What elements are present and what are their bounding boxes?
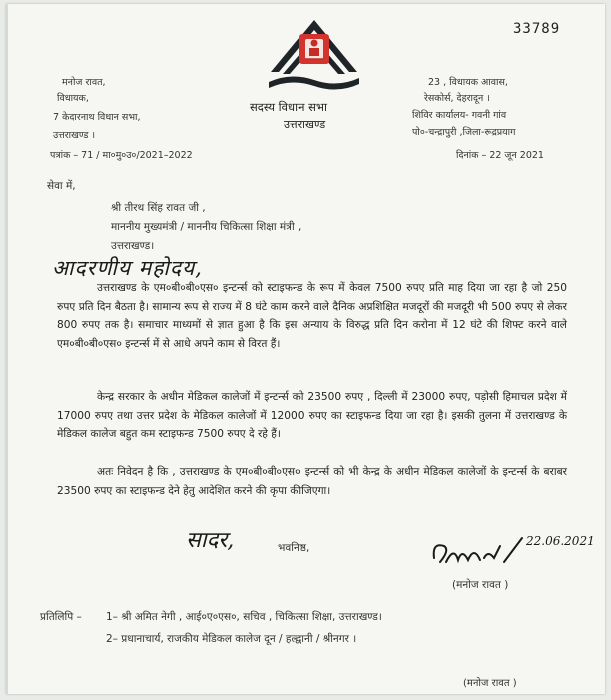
sender-state: उत्तराखण्ड । — [53, 130, 96, 141]
letter-date: दिनांक – 22 जून 2021 — [456, 150, 544, 161]
address-line-2: रेसकोर्स, देहरादून । — [424, 93, 490, 104]
recipient-state: उत्तराखण्ड। — [111, 240, 155, 252]
signatory-name: (मनोज रावत ) — [452, 579, 509, 591]
recipient-designation: माननीय मुख्यमंत्री / माननीय चिकित्सा शिक्षा मंत्री , — [111, 221, 302, 233]
reference-number: पत्रांक – 71 / मा०मु०उ०/2021–2022 — [50, 150, 193, 161]
handwritten-greeting: आदरणीय महोदय, — [52, 256, 203, 280]
letterhead-state: उत्तराखण्ड — [284, 118, 326, 131]
handwritten-regards: सादर, — [186, 528, 235, 553]
copy-to-item-1: 1– श्री अमित नेगी , आई०ए०एस०, सचिव , चिकित्सा शिक्षा, उत्तराखण्ड। — [106, 611, 382, 623]
signature-date: 22.06.2021 — [526, 534, 595, 548]
sender-name: मनोज रावत, — [62, 77, 106, 88]
recipient-name: श्री तीरथ सिंह रावत जी , — [111, 202, 206, 214]
letterhead-title: सदस्य विधान सभा — [250, 100, 327, 114]
salutation-to: सेवा में, — [47, 180, 76, 192]
serial-number: 33789 — [513, 21, 561, 37]
body-paragraph-1: उत्तराखण्ड के एम०बी०बी०एस० इन्टर्न्स को स्टाइफन्ड के रूप में केवल 7500 रुपए प्रति माह दिया जा रहा है जो 250 रुपए प्रति दिन बैठता है। सामान्य रूप से राज्य में 8 घंटे काम करने वाले दैनिक अप्रशिक्षित मजदूरों की मजदूरी भी 500 रुपए से लेकर 800 रुपए तक है। समाचार माध्यमों से ज्ञात हुआ है कि इस अन्याय के विरुद्ध प्रति दिन करोना में 12 घंटे की शिफ्ट करने वाले एम०बी०बी०एस० इन्टर्न्स में से आधे अपने काम से विरत हैं। — [57, 282, 567, 350]
signature-icon — [428, 532, 528, 574]
sender-constituency: 7 केदारनाथ विधान सभा, — [53, 112, 141, 123]
address-line-1: 23 , विधायक आवास, — [428, 77, 508, 88]
footer-signatory-name: (मनोज रावत ) — [463, 678, 517, 689]
address-line-3: शिविर कार्यालय- गवनी गांव — [412, 110, 507, 121]
uttarakhand-emblem-icon — [261, 12, 367, 98]
letter-page — [6, 4, 605, 694]
sender-title: विधायक, — [57, 93, 89, 104]
copy-to-label: प्रतिलिपि – — [40, 611, 82, 623]
body-paragraph-3: अतः निवेदन है कि , उत्तराखण्ड के एम०बी०बी०एस० इन्टर्न्स को भी केन्द्र के अधीन मेडिकल कालेजों के इन्टर्न्स के बराबर 23500 रुपए का स्टाइफन्ड देने हेतु आदेशित करने की कृपा कीजिएगा। — [57, 466, 567, 497]
body-paragraph-2: केन्द्र सरकार के अधीन मेडिकल कालेजों में इन्टर्न्स को 23500 रुपए , दिल्ली में 23000 रुपए, पड़ोसी हिमाचल प्रदेश में 17000 रुपए तथा उत्तर प्रदेश के मेडिकल कालेजों में 12000 रुपए का स्टाइफन्ड दिया जा रहा है। इसकी तुलना में उत्तराखण्ड के मेडिकल कालेज बहुत कम स्टाइफन्ड 7500 रुपए दे रहे हैं। — [57, 391, 567, 440]
address-line-4: पो०-चन्द्रापुरी ,जिला-रूद्रप्रयाग — [412, 127, 516, 138]
copy-to-item-2: 2– प्रधानाचार्य, राजकीय मेडिकल कालेज दून / हल्द्वानी / श्रीनगर । — [106, 633, 357, 645]
closing-yours: भवनिष्ठ, — [278, 542, 310, 554]
